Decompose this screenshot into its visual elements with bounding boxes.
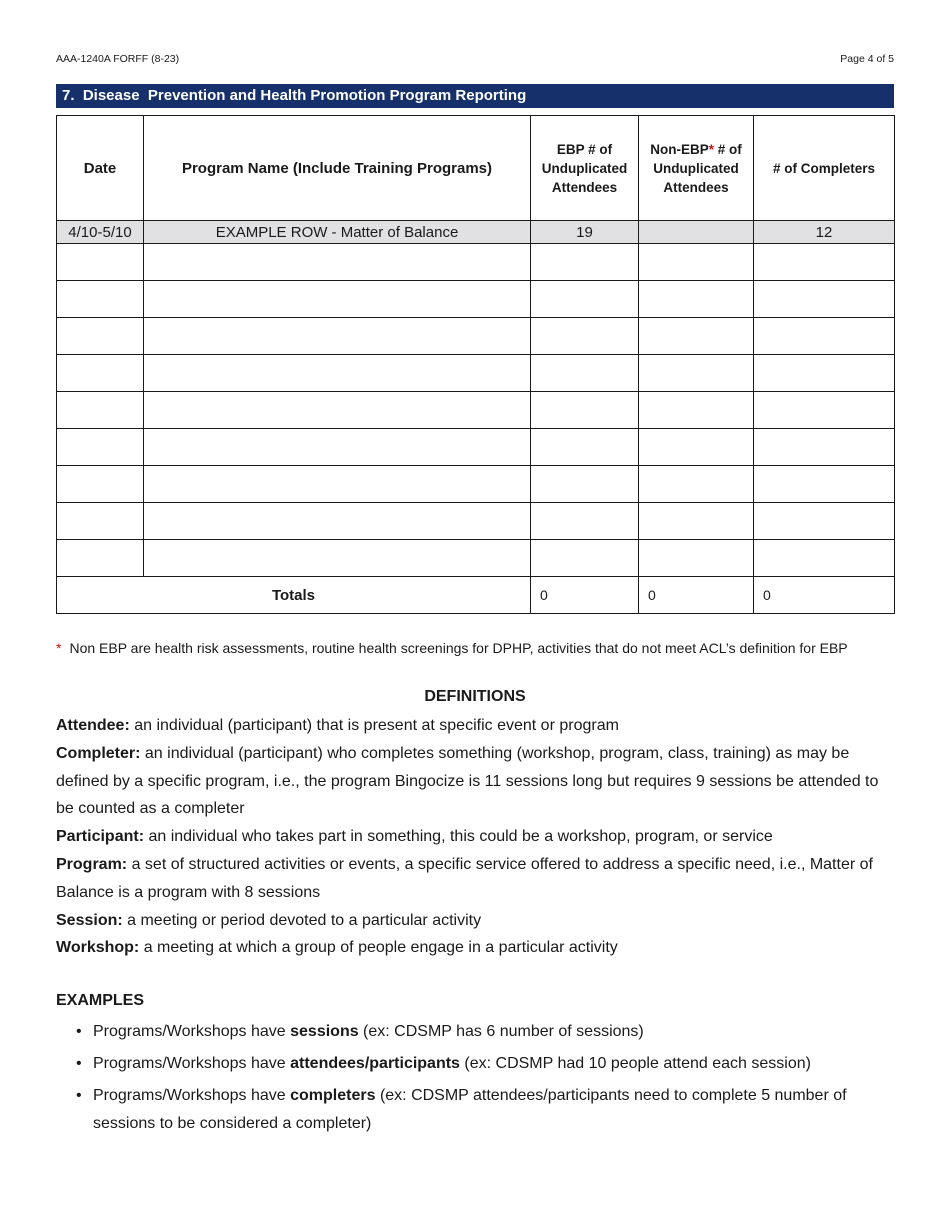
list-item: • Programs/Workshops have sessions (ex: CDSMP has 6 number of sessions) [56,1018,894,1046]
definition-text: an individual (participant) who completes something (workshop, program, class, training) as may be defined by a specific program, i.e., the program Bingocize is 11 sessions long but requires 9 sessions be attended to be counted as a completer [56,744,879,818]
header-date: Date [57,116,144,221]
date-cell[interactable] [57,392,144,429]
table-row [57,318,895,355]
table-row [57,392,895,429]
example-completers: 12 [754,221,895,244]
table-row [57,355,895,392]
definitions-list [56,712,894,962]
date-cell[interactable] [57,281,144,318]
program-name-cell[interactable] [144,318,531,355]
program-name-cell[interactable] [144,244,531,281]
definition-item [56,823,894,851]
ebp-cell[interactable] [531,392,639,429]
completers-cell[interactable] [754,355,895,392]
definition-text: a meeting or period devoted to a particular activity [122,911,482,929]
bullet-icon: • [76,1055,82,1072]
example-row [57,221,895,244]
list-item: • Programs/Workshops have attendees/participants (ex: CDSMP had 10 people attend each session) [56,1050,894,1078]
non-ebp-cell[interactable] [639,355,754,392]
totals-label: Totals [57,577,531,614]
asterisk-marker: * [708,141,714,157]
example-program: EXAMPLE ROW - Matter of Balance [144,221,531,244]
table-row [57,281,895,318]
bullet-icon: • [76,1087,82,1104]
header-program-name: Program Name (Include Training Programs) [144,116,531,221]
date-cell[interactable] [57,503,144,540]
definition-term: Workshop: [56,939,140,957]
program-name-cell[interactable] [144,429,531,466]
date-cell[interactable] [57,355,144,392]
form-id: AAA-1240A FORFF (8-23) [56,53,180,65]
program-name-cell[interactable] [144,466,531,503]
footnote [56,640,848,656]
definition-term: Attendee: [56,717,130,734]
ebp-cell[interactable] [531,429,639,466]
totals-non-ebp: 0 [639,577,754,614]
completers-cell[interactable] [754,281,895,318]
table-row [57,540,895,577]
completers-cell[interactable] [754,503,895,540]
program-name-cell[interactable] [144,281,531,318]
completers-cell[interactable] [754,429,895,466]
page-number: Page 4 of 5 [840,53,894,65]
definition-item [56,934,894,962]
non-ebp-cell[interactable] [639,540,754,577]
definition-item [56,851,894,907]
table-row [57,466,895,503]
definition-term: Program: [56,855,128,873]
definition-term: Session: [56,911,123,929]
header-non-ebp-attendees: Non-EBP* # of Unduplicated Attendees [639,116,754,221]
definition-item [56,740,894,823]
table-row [57,429,895,466]
definition-text: an individual who takes part in something, this could be a workshop, program, or service [144,828,773,846]
ebp-cell[interactable] [531,355,639,392]
non-ebp-cell[interactable] [639,392,754,429]
totals-row [57,577,895,614]
example-non-ebp [639,221,754,244]
non-ebp-cell[interactable] [639,244,754,281]
definition-item [56,712,894,740]
definition-term: Completer: [56,744,141,762]
header-completers: # of Completers [754,116,895,221]
completers-cell[interactable] [754,392,895,429]
ebp-cell[interactable] [531,244,639,281]
definition-text: a meeting at which a group of people engage in a particular activity [139,939,618,957]
ebp-cell[interactable] [531,540,639,577]
definition-text: an individual (participant) that is present at specific event or program [129,717,619,734]
non-ebp-cell[interactable] [639,503,754,540]
completers-cell[interactable] [754,466,895,503]
program-reporting-table [56,115,895,614]
program-name-cell[interactable] [144,392,531,429]
examples-title: EXAMPLES [56,992,145,1009]
non-ebp-cell[interactable] [639,318,754,355]
bullet-icon: • [76,1023,82,1040]
footnote-asterisk: * [56,640,62,656]
ebp-cell[interactable] [531,318,639,355]
example-date: 4/10-5/10 [57,221,144,244]
date-cell[interactable] [57,318,144,355]
non-ebp-cell[interactable] [639,281,754,318]
program-name-cell[interactable] [144,540,531,577]
example-ebp: 19 [531,221,639,244]
definition-term: Participant: [56,828,145,846]
totals-completers: 0 [754,577,895,614]
list-item: • Programs/Workshops have completers (ex: CDSMP attendees/participants need to complete 5 number of sessions to be considered a completer) [56,1082,894,1138]
date-cell[interactable] [57,540,144,577]
footnote-text: Non EBP are health risk assessments, routine health screenings for DPHP, activities that do not meet ACL’s definition for EBP [69,640,848,656]
date-cell[interactable] [57,244,144,281]
program-name-cell[interactable] [144,503,531,540]
table-header-row [57,116,895,221]
date-cell[interactable] [57,466,144,503]
definition-text: a set of structured activities or events, a specific service offered to address a specific need, i.e., Matter of Balance is a program with 8 sessions [56,855,873,901]
ebp-cell[interactable] [531,503,639,540]
examples-list [56,1018,894,1142]
date-cell[interactable] [57,429,144,466]
ebp-cell[interactable] [531,281,639,318]
totals-ebp: 0 [531,577,639,614]
completers-cell[interactable] [754,540,895,577]
table-row [57,503,895,540]
table-row [57,244,895,281]
non-ebp-cell[interactable] [639,429,754,466]
program-name-cell[interactable] [144,355,531,392]
completers-cell[interactable] [754,244,895,281]
header-ebp-attendees: EBP # of Unduplicated Attendees [531,116,639,221]
section-title: 7. Disease Prevention and Health Promotion Program Reporting [56,84,894,108]
definitions-title: DEFINITIONS [424,688,526,705]
ebp-cell[interactable] [531,466,639,503]
non-ebp-cell[interactable] [639,466,754,503]
definition-item [56,907,894,935]
completers-cell[interactable] [754,318,895,355]
